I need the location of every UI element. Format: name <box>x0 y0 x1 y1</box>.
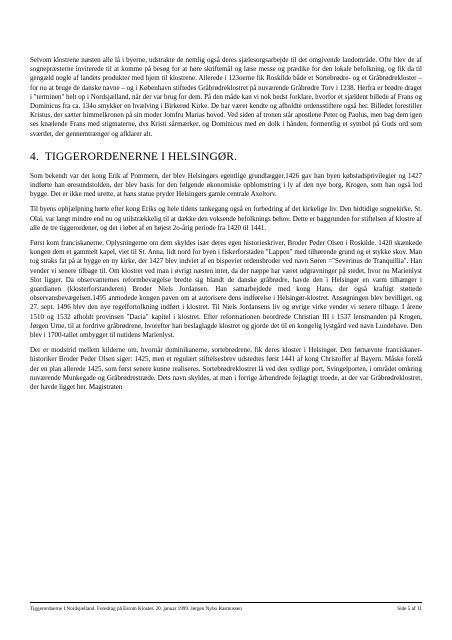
paragraph-kirkelige-liv: Til byens ophjælpning hørte efter kong Eriks og hele tidens tankegang også en forbedring af det kirkelige liv. Den hidtidige sognekirke, St. Olai, var langt mindre end nu og utilstrækkelig til at dække den voksende befolknings behov. Dette er baggrunden for stiftelsen af klostre af alle de tre tiggerordener, og det i løbet af en højest 2o-årig periode fra 1420 til 1441. <box>30 205 422 232</box>
section-heading <box>30 151 422 164</box>
section-heading-number: 4. <box>30 150 39 163</box>
section-heading-text: TIGGERORDENERNE I HELSINGØR. <box>44 150 238 163</box>
footer-title: Tiggerordnerne I Nordsjælland. Foredrag på Esrom Kloster. 20. januar 1999. Jørgen Nybo Rasmussen <box>30 606 242 612</box>
paragraph-intro: Selvom klostrene næsten alle lå i byerne, udstrakte de nemlig også deres sjælesorgsarbejde til det omgivende landområde. Ofte blev de af sognepræsterne inviterede til at komme på besøg for at høre skriftemål og læse messe og prædike for den lokale befolkning, og fik da til gengæld nogle af landets produkter med hjem til klostrene. Allerede i 123oerne fik Roskilde både et Sortebrødre- og et Gråbrødrekloster – for nu at bruge de danske navne – og i København stiftedes Gråbrødreklostret på nuværende Gråbrødre Torv i 1238. Herfra er brødre draget i "terminen" helt op i Nordsjælland, når der var brug for dem. På den måde kan vi nok bedst forklare, hvorfor et sjældent billede af Frans og Dominicus fra ca. 134o smykker en hvælving i Birkerød Kirke. De har været kendte og afholdte ordensstiftere også her. Billedet forestiller Kristus, der sætter himmelkronen på sin moder Jomfru Marias hoved. Ved siden af tronen står apostlene Peter og Paulus, men bag dem igen ses knælende Frans med stigmaterne, dvs Kristi sårmærker, og Dominicus med en dolk i hånden, formentlig et symbol på Guds ord som sværdet, der gennemtrænger og afklarer alt. <box>30 56 422 138</box>
footer-page-number: Side 5 af 11 <box>397 606 422 612</box>
paragraph-franciskanerne: Først kom franciskanerne. Oplysningerne om dem skyldes især deres egen historieskriver, Broder Peder Olsen i Roskilde. 1420 skænkede kongen dem et gammelt kapel, viet til St. Anna, lidt nord for byen i fiskerforstaden "Lappen" med tilhørende grund og et stykke skov. Man tog straks fat på at bygge en ny kirke, der 1427 blev indviet af en bispeviet ordensbroder ved navn Søren ="Severinus de Tranquillia". Han vender vi senere tilbage til. Om klostret ved man i øvrigt næsten intet, da der næppe har været udgravninger på stedet, hvor nu Marienlyst Slot ligger. Da observanternes reformbevægelse bredte sig blandt de danske gråbrødre, havde den i Helsingør en varm tilhænger i guardianen (klosterforstanderen) Broder Niels Jordansen. Han samarbejdede med kong Hans, der også kraftigt støttede observansbevægelsen.1495 anmodede kongen paven om at autorisere dens indførelse i Helsingør-klostret. Ansøgningen blev bevilliget, og 27. sept. 1496 blev den nye regelfortolkning indført i klostret. Til Niels Jordansens liv og øvrige virke vender vi senere tilbage. I årene 1510 og 1532 afholdt provinsen "Dacia" kapitel i klostret. Efter reformationen beordrede Christian III i 1537 lensmanden på Krogen, Jørgen Urne, til at fordrive gråbrødrene, hvorefter han beslaglagde klostret og gjorde det til en kongelig lystgård ved navn Lundehave. Den blev i 1700-tallet ombygget til nutidens Marienlyst. <box>30 239 422 340</box>
paragraph-erik-af-pommern: Som bekendt var det kong Erik af Pommern, der blev Helsingørs egentlige grundlægger.1426 gav han byen købstadsprivilegier og 1427 indførte han øresundstolden, der blev basis for den følgende økonomiske opblomstring i ly af den nye borg, Krogen, som han også lod bygge. Det er ikke med urette, at hans statue pryder Helsingørs gamle centrale Axeltorv. <box>30 171 422 199</box>
paragraph-dominikanerne: Der er modstrid mellem kilderne om, hvornår dominikanerne, sortebrødrene, fik deres kloster i Helsingør. Den førnævnte franciskaner-historiker Broder Peder Olsen siger: 1425, men et regulært stiftelsesbrev udstedtes først 1441 af kong Christoffer af Bayern. Måske forelå der en plan allerede 1425, som først senere kunne realiseres. Sortebrødreklostret lå ved den sydlige port, Svingelporten, i området omkring nuværende Munkegade og Gråbrødrestræde. Dets navn skyldes, at man i forrige århundrede fejlagtigt troede, at der var Gråbrødreklostret, der havde ligget her. Magistraten <box>30 346 422 392</box>
page-footer <box>30 602 422 613</box>
document-page <box>30 56 422 398</box>
